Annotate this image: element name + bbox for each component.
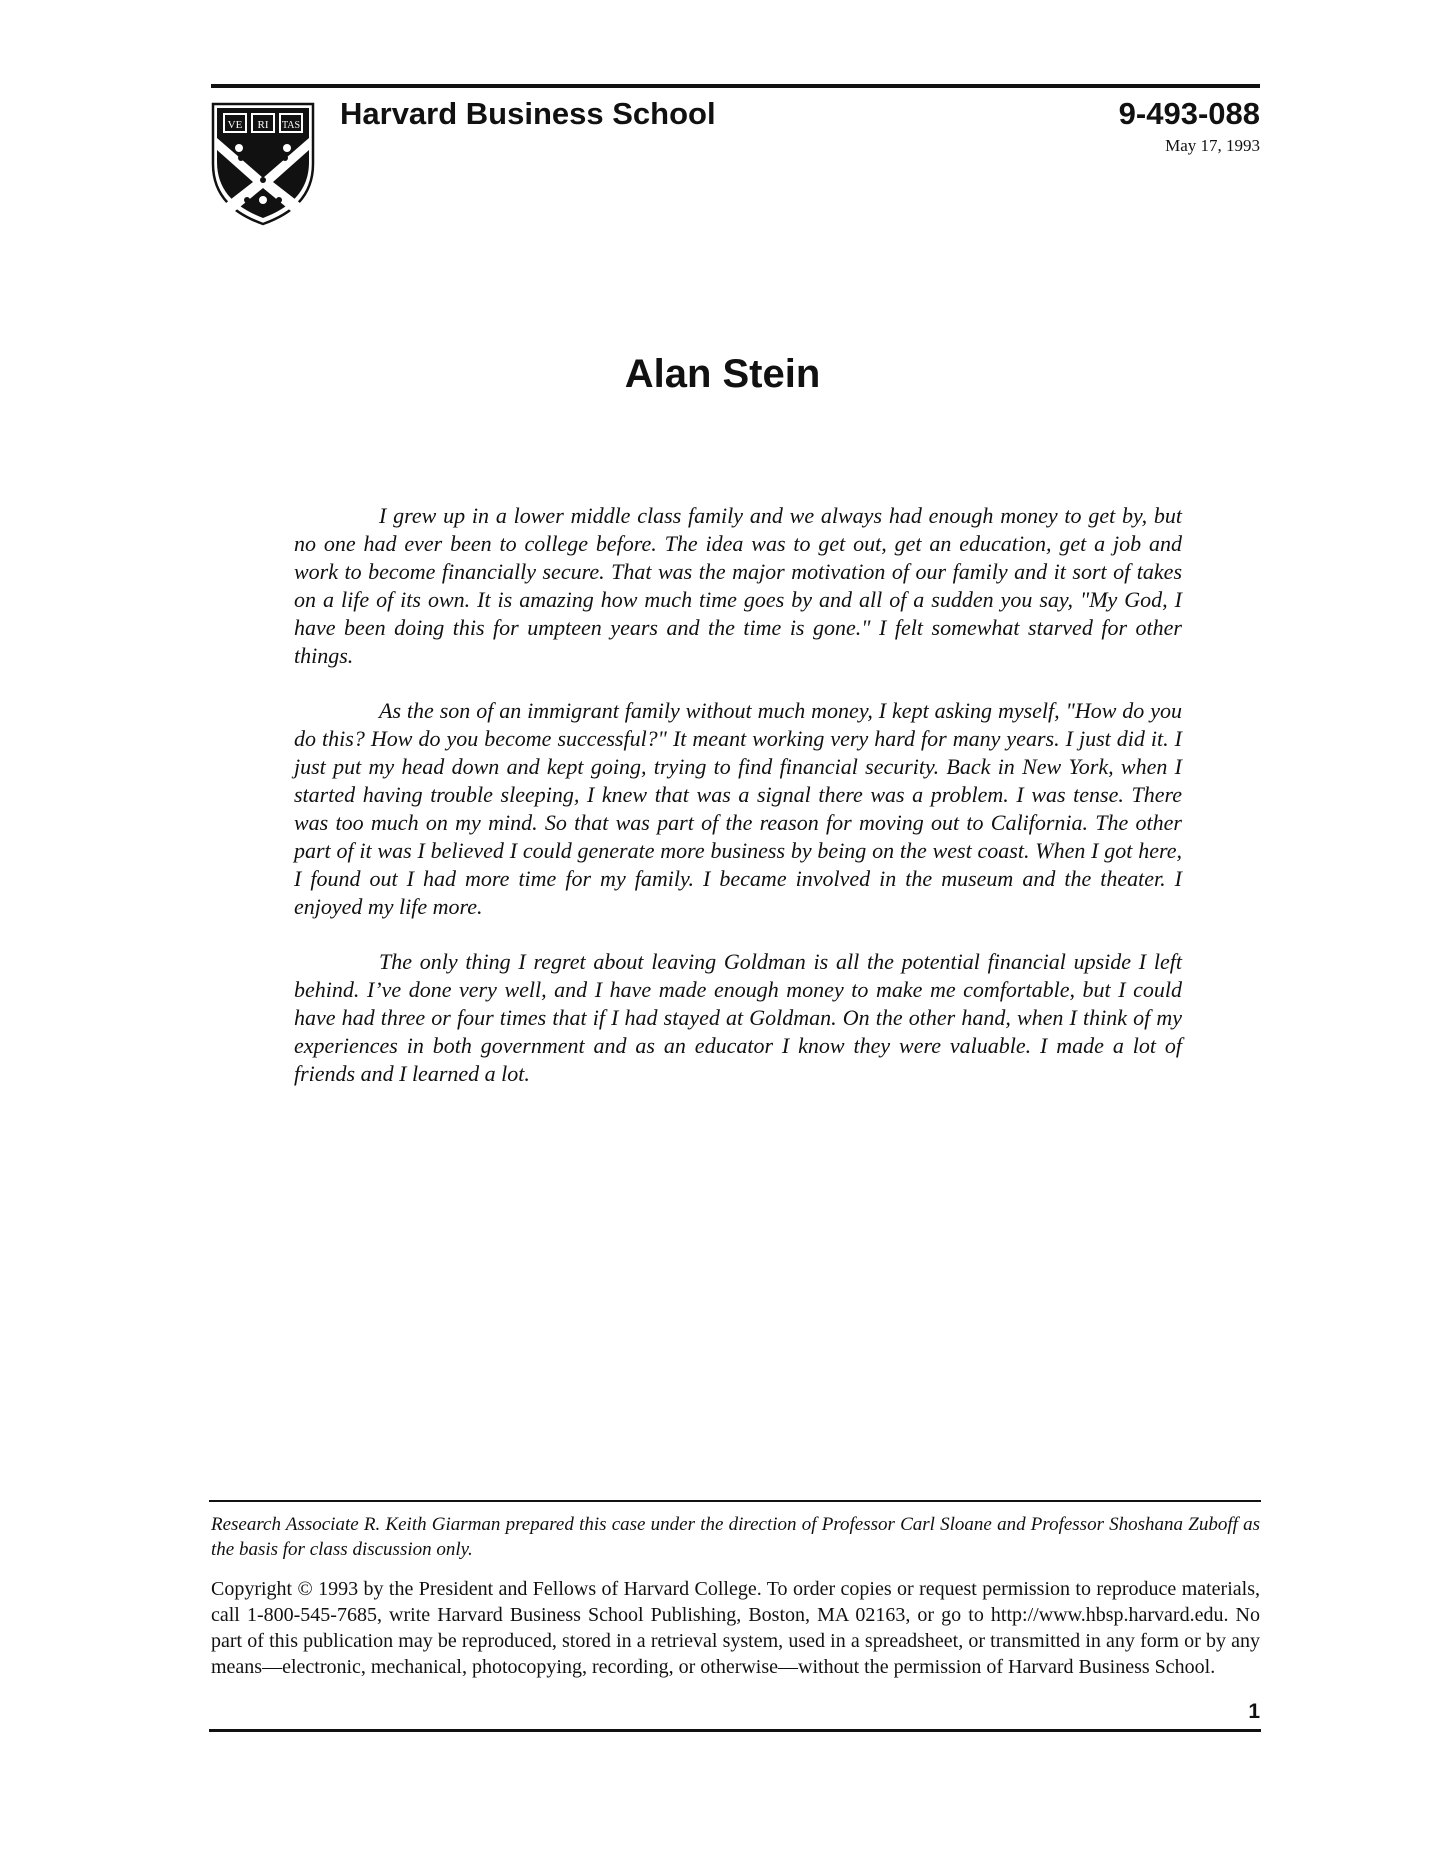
paragraph-3: The only thing I regret about leaving Goldman is all the potential financial upside I left behind. I’ve done very well, and I have made enough money to make me comfortable, but I could have had three or four times that if I had stayed at Goldman. On the other hand, when I think of my experiences in both government and as an educator I know they were valuable. I made a lot of friends and I learned a lot. bbox=[294, 949, 1182, 1086]
logo-text-ri: RI bbox=[257, 119, 269, 131]
header-rule bbox=[211, 84, 1260, 88]
copyright-notice: Copyright © 1993 by the President and Fellows of Harvard College. To order copies or request permission to reproduce materials, call 1-800-545-7685, write Harvard Business School Publishing, Boston, MA 02163, or go to http://www.hbsp.harvard.edu. No part of this publication may be reproduced, stored in a retrieval system, used in a spreadsheet, or transmitted in any form or by any means—electronic, mechanical, photocopying, recording, or otherwise—without the permission of Harvard Business School. bbox=[211, 1578, 1260, 1678]
paragraph-1: I grew up in a lower middle class family and we always had enough money to get by, but no one had ever been to college before. The idea was to get out, get an education, get a job and work to become financially secure. That was the major motivation of our family and it sort of takes on a life of its own. It is amazing how much time goes by and all of a sudden you say, "My God, I have been doing this for umpteen years and the time is gone." I felt somewhat starved for other things. bbox=[294, 503, 1182, 668]
page-title: Alan Stein bbox=[624, 352, 821, 396]
case-date: May 17, 1993 bbox=[1165, 136, 1260, 155]
logo-text-tas: TAS bbox=[281, 120, 301, 131]
body-text bbox=[294, 502, 1182, 1115]
case-number: 9-493-088 bbox=[1118, 96, 1260, 131]
logo-text-ve: VE bbox=[227, 119, 243, 131]
footer-rule bbox=[209, 1729, 1261, 1732]
footnote-rule bbox=[209, 1500, 1261, 1502]
harvard-shield-logo bbox=[211, 102, 315, 226]
paragraph-2: As the son of an immigrant family without much money, I kept asking myself, "How do you do this? How do you become successful?" It meant working very hard for many years. I just did it. I just put my head down and kept going, trying to find financial security. Back in New York, when I started having trouble sleeping, I knew that was a signal there was a problem. I was tense. There was too much on my mind. So that was part of the reason for moving out to California. The other part of it was I believed I could generate more business by being on the west coast. When I got here, I found out I had more time for my family. I became involved in the museum and the theater. I enjoyed my life more. bbox=[294, 698, 1182, 919]
author-note: Research Associate R. Keith Giarman prepared this case under the direction of Professor Carl Sloane and Professor Shoshana Zuboff as the basis for class discussion only. bbox=[211, 1514, 1260, 1560]
page-number: 1 bbox=[1248, 1700, 1260, 1723]
school-name: Harvard Business School bbox=[340, 96, 716, 131]
